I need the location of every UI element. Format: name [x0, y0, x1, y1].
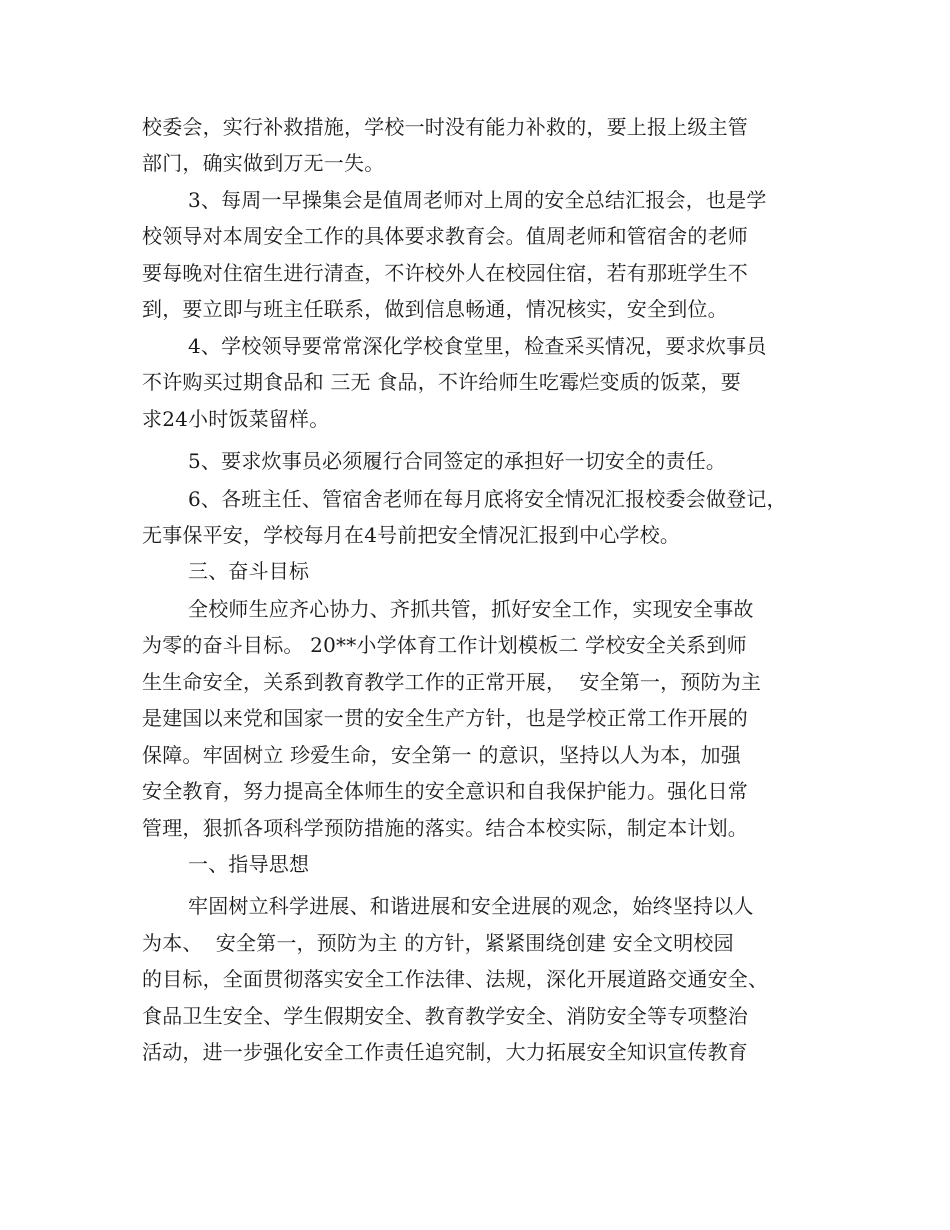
text-line: 保障。牢固树立 珍爱生命，安全第一 的意识，坚持以人为本，加强 — [142, 743, 741, 767]
text-line: 5、要求炊事员必须履行合同签定的承担好一切安全的责任。 — [188, 449, 727, 473]
text-line: 管理，狠抓各项科学预防措施的落实。结合本校实际，制定本计划。 — [142, 816, 748, 840]
section-heading: 三、奋斗目标 — [188, 559, 310, 583]
text-line: 生生命安全，关系到教育教学工作的正常开展， 安全第一，预防为主 — [142, 670, 762, 694]
text-line: 牢固树立科学进展、和谐进展和安全进展的观念，始终坚持以人 — [188, 894, 754, 918]
text-line: 安全教育，努力提高全体师生的安全意识和自我保护能力。强化日常 — [142, 779, 748, 803]
text-line: 食品卫生安全、学生假期安全、教育教学安全、消防安全等专项整治 — [142, 1004, 748, 1028]
text-line: 无事保平安，学校每月在4号前把安全情况汇报到中心学校。 — [142, 523, 681, 547]
text-line: 不许购买过期食品和 三无 食品，不许给师生吃霉烂变质的饭菜，要 — [142, 370, 741, 394]
text-line: 是建国以来党和国家一贯的安全生产方针，也是学校正常工作开展的 — [142, 706, 748, 730]
text-line: 为零的奋斗目标。 20**小学体育工作计划模板二 学校安全关系到师 — [142, 633, 747, 657]
text-line: 的目标，全面贯彻落实安全工作法律、法规，深化开展道路交通安全、 — [142, 967, 769, 991]
text-line: 全校师生应齐心协力、齐抓共管，抓好安全工作，实现安全事故 — [188, 597, 754, 621]
text-line: 求24小时饭菜留样。 — [142, 407, 330, 431]
text-line: 校委会，实行补救措施，学校一时没有能力补救的，要上报上级主管 — [142, 115, 748, 139]
text-line: 到，要立即与班主任联系，做到信息畅通，情况核实，安全到位。 — [142, 297, 728, 321]
text-line: 6、各班主任、管宿舍老师在每月底将安全情况汇报校委会做登记， — [188, 487, 787, 511]
text-line: 4、学校领导要常常深化学校食堂里，检查采买情况，要求炊事员 — [188, 334, 767, 358]
text-line: 要每晚对住宿生进行清查，不许校外人在校园住宿，若有那班学生不 — [142, 261, 748, 285]
text-line: 部门，确实做到万无一失。 — [142, 151, 385, 175]
text-line: 校领导对本周安全工作的具体要求教育会。值周老师和管宿舍的老师 — [142, 224, 748, 248]
text-line: 活动，进一步强化安全工作责任追究制，大力拓展安全知识宣传教育 — [142, 1040, 748, 1064]
text-line: 3、每周一早操集会是值周老师对上周的安全总结汇报会，也是学 — [188, 188, 767, 212]
section-heading: 一、指导思想 — [188, 852, 310, 876]
text-line: 为本、 安全第一，预防为主 的方针，紧紧围绕创建 安全文明校园 — [142, 931, 734, 955]
